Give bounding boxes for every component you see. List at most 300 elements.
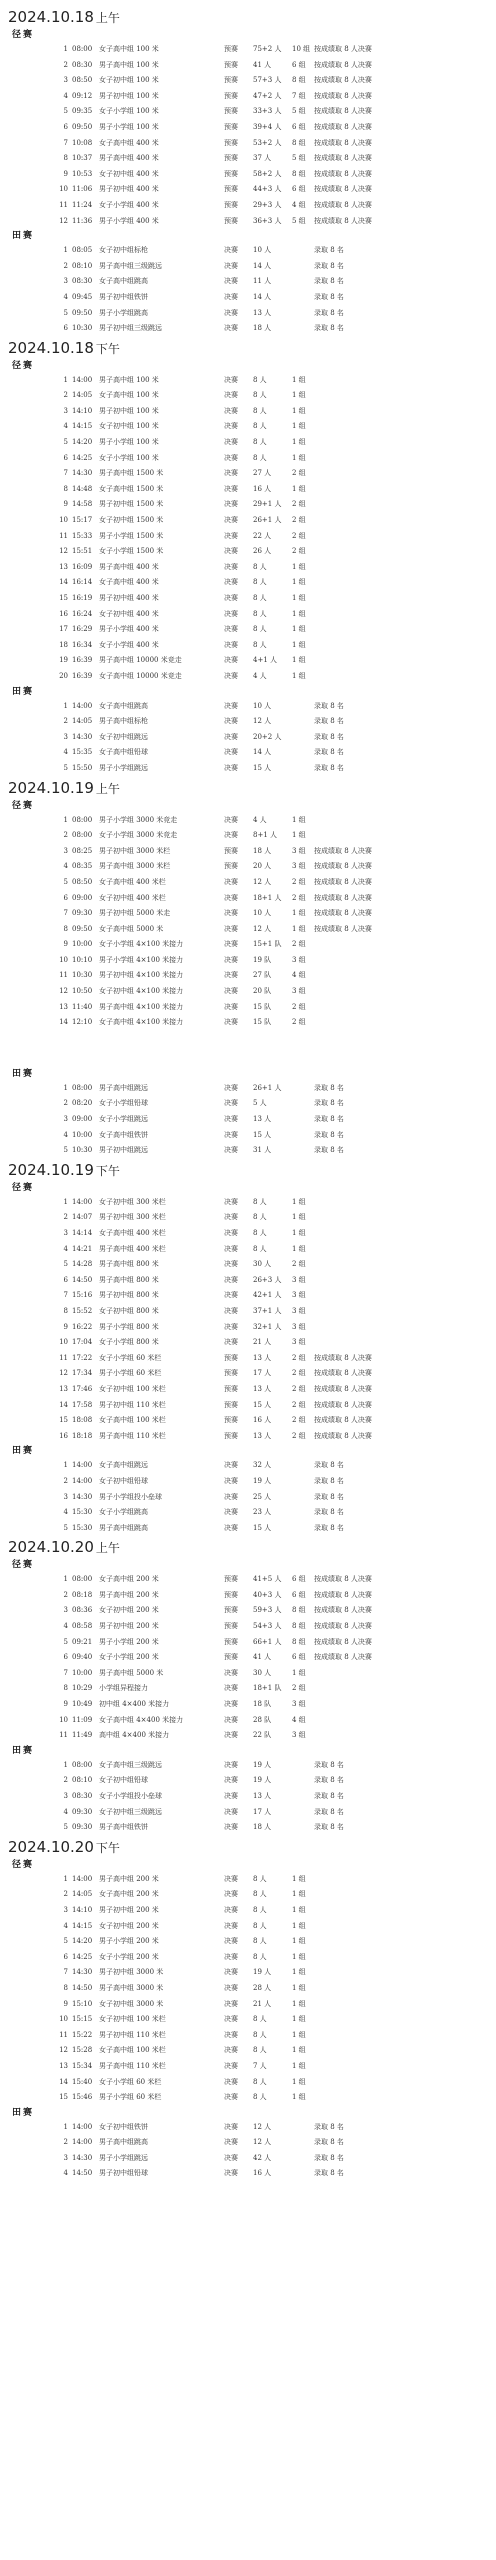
entrants: 23 人	[253, 1508, 272, 1517]
round: 预赛	[224, 1353, 238, 1362]
round: 决赛	[224, 748, 238, 757]
round: 预赛	[224, 1400, 238, 1409]
heats: 1 组	[292, 1905, 306, 1914]
event-time: 09:00	[72, 893, 93, 902]
event-name: 男子高中组 800 米	[99, 1260, 159, 1269]
event-no: 1	[63, 1760, 68, 1769]
entrants: 4 人	[253, 815, 267, 824]
round: 预赛	[224, 1606, 238, 1615]
event-time: 17:22	[72, 1353, 93, 1362]
qualification: 录取 8 名	[314, 1083, 344, 1092]
heats: 1 组	[292, 909, 306, 918]
event-name: 女子小学组 800 米	[99, 1338, 159, 1347]
event-name: 男子小学组 60 米栏	[99, 1369, 162, 1378]
event-name: 男子小学组 1500 米	[99, 531, 164, 540]
event-time: 10:00	[72, 940, 93, 949]
schedule-row	[0, 1728, 496, 1744]
schedule-row	[0, 198, 496, 214]
schedule-row	[0, 182, 496, 198]
event-time: 15:33	[72, 531, 93, 540]
schedule-row	[0, 1981, 496, 1997]
schedule-row	[0, 42, 496, 58]
event-name: 女子小学组跳远	[99, 1115, 148, 1124]
entrants: 26 人	[253, 547, 272, 556]
event-time: 17:46	[72, 1384, 93, 1393]
event-time: 16:09	[72, 562, 93, 571]
event-time: 08:25	[72, 846, 93, 855]
event-name: 男子高中组 400 米	[99, 154, 159, 163]
round: 决赛	[224, 671, 238, 680]
schedule-row	[0, 1382, 496, 1398]
schedule-row	[0, 1210, 496, 1226]
entrants: 20 人	[253, 862, 272, 871]
entrants: 30 人	[253, 1668, 272, 1677]
entrants: 4+1 人	[253, 656, 277, 665]
round: 决赛	[224, 1476, 238, 1485]
session-heading	[0, 777, 496, 799]
event-name: 女子初中组三级跳远	[99, 1807, 162, 1816]
round: 决赛	[224, 1146, 238, 1155]
event-time: 14:30	[72, 732, 93, 741]
event-no: 2	[63, 1776, 68, 1785]
event-time: 15:50	[72, 763, 93, 772]
schedule-row	[0, 419, 496, 435]
event-block	[0, 2106, 496, 2182]
event-no: 4	[63, 91, 68, 100]
event-time: 14:25	[72, 453, 93, 462]
entrants: 54+3 人	[253, 1622, 282, 1631]
event-name: 女子高中组 10000 米竞走	[99, 671, 182, 680]
round: 预赛	[224, 1622, 238, 1631]
heats: 1 组	[292, 1890, 306, 1899]
round: 预赛	[224, 1637, 238, 1646]
event-time: 10:29	[72, 1684, 93, 1693]
event-name: 女子高中组铁饼	[99, 1130, 148, 1139]
event-name: 男子小学组投小垒球	[99, 1492, 162, 1501]
schedule-row	[0, 513, 496, 529]
event-time: 14:30	[72, 469, 93, 478]
event-name: 男子高中组 110 米栏	[99, 1431, 166, 1440]
event-name: 女子初中组 100 米	[99, 76, 159, 85]
event-block-label: 田赛	[12, 2107, 35, 2118]
entrants: 26+1 人	[253, 1083, 282, 1092]
entrants: 8 人	[253, 2093, 267, 2102]
session-section	[0, 337, 496, 777]
event-no: 2	[63, 1476, 68, 1485]
schedule-row	[0, 321, 496, 337]
session-date: 2024.10.20	[8, 1837, 94, 1856]
entrants: 18 人	[253, 846, 272, 855]
round: 决赛	[224, 1523, 238, 1532]
session-section	[0, 1836, 496, 2182]
event-no: 17	[59, 625, 68, 634]
schedule-row	[0, 1903, 496, 1919]
event-name: 女子初中组 3000 米	[99, 1999, 164, 2008]
round: 决赛	[224, 1018, 238, 1027]
event-time: 14:14	[72, 1229, 93, 1237]
event-block	[0, 1744, 496, 1836]
heats: 2 组	[292, 1018, 306, 1027]
event-block	[0, 1444, 496, 1536]
entrants: 53+2 人	[253, 138, 282, 147]
round: 预赛	[224, 60, 238, 69]
event-time: 14:00	[72, 1874, 93, 1883]
schedule-row	[0, 388, 496, 404]
entrants: 26+1 人	[253, 516, 282, 525]
event-time: 15:30	[72, 1523, 93, 1532]
round: 预赛	[224, 216, 238, 225]
event-name: 女子小学组 400 米	[99, 640, 159, 649]
event-time: 09:40	[72, 1653, 93, 1662]
event-time: 15:34	[72, 2061, 93, 2070]
event-name: 高中组 4×400 米接力	[99, 1731, 170, 1740]
round: 预赛	[224, 1575, 238, 1584]
heats: 1 组	[292, 924, 306, 933]
heats: 1 组	[292, 2030, 306, 2039]
round: 决赛	[224, 1461, 238, 1470]
event-time: 17:34	[72, 1369, 93, 1378]
schedule-row	[0, 653, 496, 669]
event-no: 8	[63, 484, 68, 493]
qualification: 按成绩取 8 人决赛	[314, 154, 372, 163]
entrants: 29+1 人	[253, 500, 282, 509]
schedule-row	[0, 1273, 496, 1289]
event-time: 14:00	[72, 1197, 93, 1206]
event-no: 6	[63, 324, 68, 333]
event-time: 14:15	[72, 1921, 93, 1930]
heats: 6 组	[292, 1653, 306, 1662]
schedule-row	[0, 1226, 496, 1242]
round: 决赛	[224, 1760, 238, 1769]
schedule-row	[0, 73, 496, 89]
event-block	[0, 1067, 496, 1159]
round: 决赛	[224, 438, 238, 447]
event-name: 男子高中组 100 米	[99, 375, 159, 384]
qualification: 按成绩取 8 人决赛	[314, 1400, 372, 1409]
event-no: 3	[63, 1792, 68, 1800]
event-name: 女子高中组 5000 米	[99, 924, 164, 933]
event-no: 3	[63, 2153, 68, 2162]
event-name: 女子小学组 200 米	[99, 1653, 159, 1662]
schedule-row	[0, 968, 496, 984]
event-time: 16:29	[72, 625, 93, 634]
round: 决赛	[224, 1823, 238, 1832]
event-name: 男子小学组 100 米	[99, 438, 159, 447]
event-time: 17:04	[72, 1338, 93, 1347]
event-name: 男子初中组 800 米	[99, 1291, 159, 1300]
round: 决赛	[224, 987, 238, 996]
event-name: 男子初中组跳远	[99, 1146, 148, 1155]
event-no: 6	[63, 122, 68, 131]
entrants: 8 人	[253, 640, 267, 649]
event-time: 08:30	[72, 277, 93, 286]
round: 决赛	[224, 763, 238, 772]
event-name: 女子高中组跳高	[99, 701, 148, 710]
qualification: 按成绩取 8 人决赛	[314, 216, 372, 225]
entrants: 28 队	[253, 1715, 272, 1724]
event-block	[0, 1858, 496, 2106]
round: 决赛	[224, 516, 238, 525]
event-time: 15:52	[72, 1306, 93, 1315]
entrants: 41 人	[253, 1653, 272, 1662]
schedule-row	[0, 1773, 496, 1789]
schedule-row	[0, 1934, 496, 1950]
event-no: 8	[63, 1983, 68, 1992]
schedule-row	[0, 1458, 496, 1474]
event-no: 10	[59, 955, 68, 964]
event-time: 14:00	[72, 375, 93, 384]
event-no: 2	[63, 1213, 68, 1222]
schedule-row	[0, 2028, 496, 2044]
entrants: 41 人	[253, 60, 272, 69]
event-block-label: 田赛	[12, 1446, 35, 1457]
entrants: 19 人	[253, 1476, 272, 1485]
schedule-row	[0, 1335, 496, 1351]
heats: 8 组	[292, 76, 306, 85]
schedule-row	[0, 2043, 496, 2059]
event-no: 8	[63, 1684, 68, 1693]
event-no: 5	[63, 1937, 68, 1946]
event-name: 男子小学组跳高	[99, 308, 148, 317]
heats: 2 组	[292, 516, 306, 525]
event-no: 12	[59, 547, 68, 556]
session-period: 上午	[95, 781, 120, 796]
event-name: 男子初中组铁饼	[99, 292, 148, 301]
event-no: 1	[63, 1461, 68, 1470]
qualification: 按成绩取 8 人决赛	[314, 846, 372, 855]
round: 预赛	[224, 846, 238, 855]
event-name: 女子小学组 400 米	[99, 200, 159, 209]
entrants: 18 人	[253, 1823, 272, 1832]
event-name: 男子初中组 100 米	[99, 91, 159, 100]
heats: 1 组	[292, 1968, 306, 1977]
schedule-row	[0, 1490, 496, 1506]
event-no: 7	[63, 469, 68, 478]
heats: 2 组	[292, 877, 306, 886]
event-no: 20	[59, 671, 68, 680]
schedule-row	[0, 2166, 496, 2182]
event-block	[0, 1181, 496, 1445]
heats: 8 组	[292, 1622, 306, 1631]
event-name: 男子高中组跳远	[99, 1083, 148, 1092]
event-no: 14	[59, 1400, 68, 1409]
event-time: 08:36	[72, 1606, 93, 1615]
event-time: 16:24	[72, 609, 93, 618]
event-name: 女子高中组铅球	[99, 748, 148, 757]
qualification: 录取 8 名	[314, 1115, 344, 1124]
round: 决赛	[224, 1322, 238, 1331]
event-name: 男子初中组 400 米	[99, 185, 159, 194]
round: 决赛	[224, 1260, 238, 1269]
event-time: 15:22	[72, 2030, 93, 2039]
heats: 1 组	[292, 831, 306, 840]
session-period: 下午	[95, 1840, 120, 1855]
heats: 1 组	[292, 671, 306, 680]
schedule-row	[0, 745, 496, 761]
schedule-row	[0, 306, 496, 322]
round: 决赛	[224, 1306, 238, 1315]
schedule-row	[0, 274, 496, 290]
event-time: 09:50	[72, 122, 93, 131]
qualification: 按成绩取 8 人决赛	[314, 1416, 372, 1425]
schedule-row	[0, 2120, 496, 2136]
round: 决赛	[224, 1099, 238, 1108]
round: 决赛	[224, 531, 238, 540]
event-name: 男子小学组 100 米	[99, 122, 159, 131]
schedule-row	[0, 1398, 496, 1414]
qualification: 录取 8 名	[314, 261, 344, 270]
schedule-row	[0, 1257, 496, 1273]
event-no: 6	[63, 1952, 68, 1961]
entrants: 17 人	[253, 1807, 272, 1816]
event-name: 男子初中组三级跳远	[99, 324, 162, 333]
event-time: 14:20	[72, 1937, 93, 1946]
round: 决赛	[224, 2046, 238, 2055]
heats: 3 组	[292, 846, 306, 855]
event-time: 08:20	[72, 1099, 93, 1108]
schedule-row	[0, 560, 496, 576]
event-time: 14:10	[72, 406, 93, 415]
event-name: 女子小学组铅球	[99, 1099, 148, 1108]
round: 决赛	[224, 1792, 238, 1800]
event-no: 9	[63, 500, 68, 509]
entrants: 15 人	[253, 1523, 272, 1532]
round: 决赛	[224, 2030, 238, 2039]
heats: 1 组	[292, 562, 306, 571]
qualification: 按成绩取 8 人决赛	[314, 169, 372, 178]
event-time: 14:30	[72, 1968, 93, 1977]
round: 决赛	[224, 1890, 238, 1899]
heats: 1 组	[292, 656, 306, 665]
event-time: 10:30	[72, 971, 93, 980]
event-time: 10:53	[72, 169, 93, 178]
qualification: 录取 8 名	[314, 701, 344, 710]
event-time: 08:50	[72, 877, 93, 886]
qualification: 录取 8 名	[314, 1760, 344, 1769]
entrants: 12 人	[253, 2122, 272, 2131]
schedule-row	[0, 120, 496, 136]
heats: 1 组	[292, 438, 306, 447]
event-name: 女子初中组 100 米栏	[99, 1384, 166, 1393]
session-heading	[0, 1836, 496, 1858]
heats: 1 组	[292, 406, 306, 415]
event-no: 1	[63, 246, 68, 255]
schedule-row	[0, 591, 496, 607]
event-name: 女子小学组 60 米栏	[99, 1353, 162, 1362]
event-no: 7	[63, 138, 68, 147]
event-no: 14	[59, 578, 68, 587]
entrants: 18 队	[253, 1700, 272, 1709]
event-no: 4	[63, 1244, 68, 1253]
entrants: 13 人	[253, 308, 272, 317]
event-name: 女子高中组 200 米	[99, 1890, 159, 1899]
event-name: 女子初中组 200 米	[99, 1921, 159, 1930]
session-period: 下午	[95, 341, 120, 356]
entrants: 13 人	[253, 1353, 272, 1362]
event-no: 7	[63, 1668, 68, 1677]
entrants: 22 队	[253, 1731, 272, 1740]
heats: 6 组	[292, 122, 306, 131]
heats: 1 组	[292, 2015, 306, 2024]
schedule-row	[0, 922, 496, 938]
schedule-row	[0, 607, 496, 623]
round: 决赛	[224, 1700, 238, 1709]
event-no: 10	[59, 185, 68, 194]
entrants: 30 人	[253, 1260, 272, 1269]
entrants: 8 人	[253, 1874, 267, 1883]
schedule-row	[0, 1429, 496, 1445]
event-name: 女子高中组跳远	[99, 1461, 148, 1470]
event-name: 男子初中组 200 米	[99, 1622, 159, 1631]
event-block	[0, 359, 496, 685]
event-no: 9	[63, 1322, 68, 1331]
session-period: 下午	[95, 1163, 120, 1178]
entrants: 33+3 人	[253, 107, 282, 116]
event-no: 4	[63, 748, 68, 757]
entrants: 8 人	[253, 2046, 267, 2055]
event-block	[0, 229, 496, 337]
round: 预赛	[224, 122, 238, 131]
event-no: 4	[63, 422, 68, 431]
event-time: 08:10	[72, 1776, 93, 1785]
entrants: 13 人	[253, 1431, 272, 1440]
event-no: 4	[63, 1622, 68, 1631]
event-no: 3	[63, 1229, 68, 1237]
event-name: 女子高中组 100 米栏	[99, 2046, 166, 2055]
event-no: 5	[63, 1637, 68, 1646]
event-no: 5	[63, 308, 68, 317]
round: 决赛	[224, 2015, 238, 2024]
round: 决赛	[224, 1684, 238, 1693]
event-block-label: 径赛	[12, 360, 35, 371]
event-block-label: 径赛	[12, 1182, 35, 1193]
round: 决赛	[224, 277, 238, 286]
event-name: 女子初中组铅球	[99, 1776, 148, 1785]
round: 决赛	[224, 1244, 238, 1253]
entrants: 32 人	[253, 1461, 272, 1470]
entrants: 8 人	[253, 578, 267, 587]
event-no: 9	[63, 1700, 68, 1709]
qualification: 录取 8 名	[314, 277, 344, 286]
event-no: 12	[59, 216, 68, 225]
qualification: 录取 8 名	[314, 1776, 344, 1785]
event-time: 08:00	[72, 1575, 93, 1584]
schedule-row	[0, 730, 496, 746]
event-no: 12	[59, 1369, 68, 1378]
event-time: 16:39	[72, 671, 93, 680]
entrants: 29+3 人	[253, 200, 282, 209]
round: 决赛	[224, 1905, 238, 1914]
round: 决赛	[224, 940, 238, 949]
heats: 1 组	[292, 2093, 306, 2102]
schedule-row	[0, 875, 496, 891]
round: 决赛	[224, 2169, 238, 2178]
event-name: 女子小学组 100 米	[99, 453, 159, 462]
event-no: 11	[59, 971, 68, 980]
event-time: 14:15	[72, 422, 93, 431]
event-block-label: 径赛	[12, 1560, 35, 1571]
heats: 3 组	[292, 1731, 306, 1740]
event-name: 女子小学组 100 米	[99, 107, 159, 116]
entrants: 26+3 人	[253, 1275, 282, 1284]
event-no: 5	[63, 1260, 68, 1269]
event-block-label: 田赛	[12, 1745, 35, 1756]
heats: 1 组	[292, 422, 306, 431]
event-name: 男子初中组 100 米	[99, 406, 159, 415]
session-date: 2024.10.20	[8, 1538, 94, 1557]
schedule-row	[0, 1413, 496, 1429]
event-name: 女子小学组跳高	[99, 1508, 148, 1517]
